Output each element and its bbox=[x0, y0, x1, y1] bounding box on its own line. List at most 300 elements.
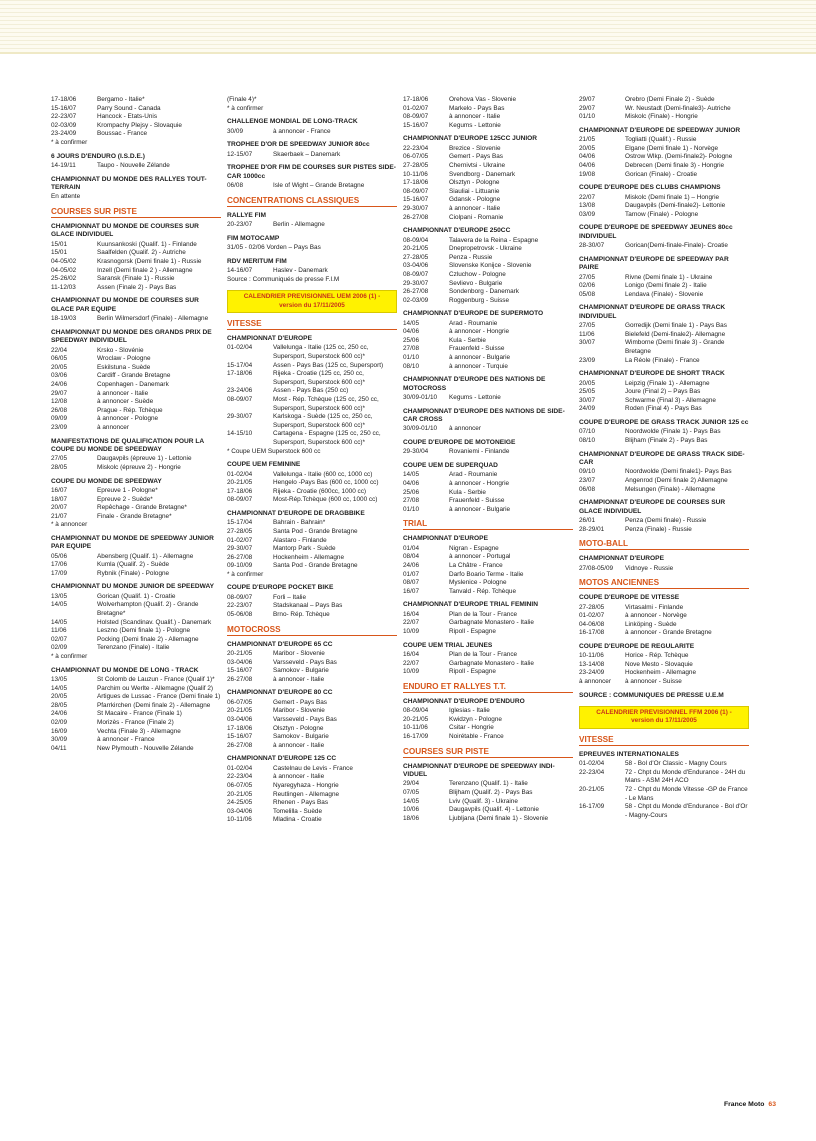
event-location: Maribor - Slovenie bbox=[273, 650, 325, 658]
event-row bbox=[403, 271, 573, 280]
event-location: Vallelunga - Italie (600 cc, 1000 cc) bbox=[273, 470, 373, 478]
event-date: 28/05 bbox=[51, 463, 67, 471]
event-row bbox=[579, 526, 749, 535]
event-date: 04-05/02 bbox=[51, 266, 77, 274]
event-location: Parchim ou Werlte - Allemagne (Qualif 2) bbox=[97, 684, 214, 692]
event-location: Noordwolde (Demi finale1)- Pays Bas bbox=[625, 468, 732, 476]
calendar-banner-text: CALENDRIER PREVISIONNEL FFM 2006 (1) - version du 17/11/2005 bbox=[579, 706, 749, 729]
event-location: Noirétable - France bbox=[449, 732, 504, 740]
event-row bbox=[51, 258, 221, 267]
event-heading: EPREUVES INTERNATIONALES bbox=[579, 750, 679, 758]
event-date: 10/06 bbox=[403, 806, 419, 814]
event-row bbox=[227, 725, 397, 734]
event-location: Miskolc (Demi finale 1) – Hongrie bbox=[625, 193, 720, 201]
event-date: 16-17/09 bbox=[579, 803, 605, 811]
event-date: 27/05 bbox=[51, 455, 67, 463]
event-location: Mladina - Croatie bbox=[273, 816, 322, 824]
event-row bbox=[227, 362, 397, 371]
event-date: 05/06 bbox=[51, 552, 67, 560]
event-date: 22/07 bbox=[579, 193, 595, 201]
event-location: Daugavpils (épreuve 1) - Lettonie bbox=[97, 455, 192, 463]
event-location: Repêchage - Grande Bretagne* bbox=[97, 504, 187, 512]
event-location: Cartagena - Espagne (125 cc, 250 cc, Supersport, Superstock 600 cc)* bbox=[273, 430, 381, 446]
event-location: Ripoll - Espagne bbox=[449, 628, 496, 635]
event-location: Santa Pod - Grande Bretagne bbox=[273, 562, 358, 570]
event-date: 01/04 bbox=[403, 544, 419, 552]
event-row bbox=[403, 789, 573, 798]
event-heading: RDV MERITUM FIM bbox=[227, 257, 287, 265]
event-date: 30/09-01/10 bbox=[403, 425, 438, 433]
note-text: 31/05 - 02/06 Vorden – Pays Bas bbox=[227, 244, 321, 251]
event-date: 26-27/08 bbox=[227, 741, 253, 749]
event-heading: CHAMPIONNAT D'EUROPE DE DRAGBBIKE bbox=[227, 509, 365, 517]
event-location: Daugavpils (Demi-finale2)- Lettonie bbox=[625, 202, 726, 210]
event-date: 06/05 bbox=[51, 355, 67, 363]
event-row bbox=[51, 249, 221, 258]
event-row bbox=[403, 733, 573, 742]
event-location: Holsted (Scandinav. Qualif.) - Danemark bbox=[97, 618, 212, 626]
event-date: 23-24/06 bbox=[227, 387, 253, 395]
event-location: Tomelilla - Suède bbox=[273, 807, 323, 815]
event-date: 17-18/06 bbox=[227, 487, 253, 495]
event-location: Vidnoye - Russie bbox=[625, 564, 674, 572]
event-row bbox=[579, 322, 749, 331]
event-date: 29-30/07 bbox=[403, 204, 429, 212]
event-location: Slovenske Konijce - Slovenie bbox=[449, 262, 532, 270]
event-date: 11-12/03 bbox=[51, 283, 76, 291]
event-row bbox=[51, 553, 221, 562]
event-location: Taupo - Nouvelle Zélande bbox=[97, 161, 170, 169]
section-heading: ENDURO ET RALLYES T.T. bbox=[403, 682, 573, 693]
event-location: Rijeka - Croatie (600cc, 1000 cc) bbox=[273, 487, 367, 495]
event-location: Joure (Final 2) – Pays Bas bbox=[625, 388, 701, 396]
event-row bbox=[403, 628, 573, 637]
event-row bbox=[51, 315, 221, 324]
event-location: Virtasalmi - Finlande bbox=[625, 603, 684, 611]
event-heading: CHAMPIONNAT D'EUROPE DE GRASS TRACK INDIVIDUEL bbox=[579, 304, 726, 320]
event-heading: CHAMPIONNAT D'EUROPE DE COURSES SUR GLACE INDIVIDUEL bbox=[579, 499, 726, 515]
event-row bbox=[227, 488, 397, 497]
event-row bbox=[403, 297, 573, 306]
event-row bbox=[51, 745, 221, 754]
event-row bbox=[403, 328, 573, 337]
event-location: Gorican (Finale) - Croatie bbox=[625, 170, 698, 178]
event-row bbox=[227, 650, 397, 659]
event-row bbox=[227, 659, 397, 668]
event-date: 25/05 bbox=[579, 388, 595, 396]
event-location: Horice - Rép. Tchèque bbox=[625, 652, 689, 660]
event-location: Abensberg (Qualif. 1) - Allemagne bbox=[97, 552, 194, 560]
event-date: 20-21/05 bbox=[403, 245, 429, 253]
event-date: 28-29/01 bbox=[579, 525, 605, 533]
event-row bbox=[227, 221, 397, 230]
event-date: 03/09 bbox=[579, 210, 595, 218]
event-date: 17-18/06 bbox=[227, 724, 253, 732]
event-row bbox=[227, 413, 397, 430]
event-heading: CHAMPIONNAT D'EUROPE 65 CC bbox=[227, 640, 333, 648]
event-location: Berlin - Allemagne bbox=[273, 221, 325, 228]
event-row bbox=[227, 519, 397, 528]
event-row bbox=[579, 652, 749, 661]
event-date: 03-04/06 bbox=[403, 262, 429, 270]
event-date: 11/06 bbox=[579, 330, 595, 338]
event-date: 20-21/05 bbox=[227, 479, 253, 487]
event-location: Rovaniemi - Finlande bbox=[449, 448, 510, 456]
event-row bbox=[227, 791, 397, 800]
event-heading: CHAMPIONNAT D'EUROPE D'ENDURO bbox=[403, 697, 525, 705]
event-date: 22/04 bbox=[51, 346, 67, 354]
event-date: 28-30/07 bbox=[579, 242, 605, 250]
event-location: Gorican(Demi-finale-Finale)- Croatie bbox=[625, 242, 728, 250]
event-row bbox=[403, 815, 573, 824]
event-date: 20-21/05 bbox=[227, 650, 253, 658]
event-row bbox=[51, 627, 221, 636]
event-heading: CHAMPIONNAT D'EUROPE DE SPEEDWAY INDI-VIDUEL bbox=[403, 762, 555, 778]
event-date: 22-23/07 bbox=[227, 602, 253, 610]
event-row bbox=[227, 699, 397, 708]
event-date: 09/09 bbox=[51, 415, 67, 423]
event-row bbox=[51, 685, 221, 694]
event-row bbox=[579, 357, 749, 366]
event-location: Blijham (Finale 2) - Pays Bas bbox=[625, 436, 708, 444]
event-row bbox=[579, 517, 749, 526]
event-row bbox=[403, 668, 573, 677]
event-row bbox=[227, 182, 397, 191]
event-date: 29-30/07 bbox=[227, 413, 253, 421]
event-row bbox=[579, 388, 749, 397]
event-row bbox=[403, 553, 573, 562]
event-location: Miskolc (Finale) - Hongrie bbox=[625, 113, 698, 121]
section-heading: MOTOCROSS bbox=[227, 625, 397, 636]
event-location: Ljubljana (Demi finale 1) - Slovenie bbox=[449, 814, 549, 822]
event-location: Myslenice - Pologne bbox=[449, 579, 507, 587]
event-location: Copenhagen - Danemark bbox=[97, 380, 169, 388]
event-row bbox=[403, 214, 573, 223]
event-location: Berlin Wilmersdorf (Finale) - Allemagne bbox=[97, 315, 209, 323]
event-date: 26-27/08 bbox=[227, 553, 253, 561]
event-row bbox=[403, 448, 573, 457]
event-date: 20/07 bbox=[51, 504, 67, 512]
note-text: * à confirmer bbox=[227, 104, 264, 112]
event-date: 08/10 bbox=[403, 362, 419, 370]
event-row bbox=[51, 464, 221, 473]
event-location: Rybnik (Finale) - Pologne bbox=[97, 569, 170, 577]
event-location: Rijeka - Croatie (125 cc, 250 cc, Supersport, Superstock 600 cc)* bbox=[273, 370, 365, 386]
event-location: Bergamo - Italie* bbox=[97, 96, 145, 103]
section-heading: VITESSE bbox=[227, 319, 397, 330]
event-row bbox=[227, 396, 397, 413]
event-date: 13/05 bbox=[51, 676, 67, 684]
event-location: Santa Pod - Grande Bretagne bbox=[273, 527, 358, 535]
section-heading: COURSES SUR PISTE bbox=[403, 747, 573, 758]
event-location: Svendborg - Danemark bbox=[449, 170, 516, 178]
event-location: à annoncer - Bulgarie bbox=[449, 505, 511, 513]
event-row bbox=[403, 122, 573, 131]
event-location: Kula - Serbie bbox=[449, 488, 486, 496]
event-row bbox=[51, 284, 221, 293]
event-location: Saalfelden (Qualif. 2) - Autriche bbox=[97, 249, 186, 257]
event-date: 20-21/05 bbox=[403, 715, 429, 723]
event-location: à annoncer - Italie bbox=[449, 113, 501, 121]
event-date: 04-06/08 bbox=[579, 620, 605, 628]
event-date: à annoncer bbox=[579, 678, 611, 686]
event-location: Bahrain - Bahrain* bbox=[273, 519, 326, 527]
event-row bbox=[403, 205, 573, 214]
event-row bbox=[51, 267, 221, 276]
event-date: 26/01 bbox=[579, 516, 595, 524]
event-date: 08/10 bbox=[579, 436, 595, 444]
event-heading: MANIFESTATIONS DE QUALIFICATION POUR LA COUPE DU MONDE DE SPEEDWAY bbox=[51, 437, 204, 453]
event-row bbox=[51, 676, 221, 685]
event-row bbox=[227, 602, 397, 611]
event-location: Epreuve 2 - Suède* bbox=[97, 495, 153, 503]
event-row bbox=[51, 710, 221, 719]
event-date: 19/08 bbox=[579, 170, 595, 178]
event-row bbox=[579, 621, 749, 630]
event-date: 27/05 bbox=[579, 273, 595, 281]
event-row bbox=[403, 171, 573, 180]
event-location: Miskolc (épreuve 2) - Hongrie bbox=[97, 463, 181, 471]
event-row bbox=[51, 644, 221, 653]
event-location: Frauenfeld - Suisse bbox=[449, 497, 505, 505]
event-date: 14/05 bbox=[403, 797, 419, 805]
calendar-banner bbox=[579, 706, 749, 729]
event-date: 12-15/07 bbox=[227, 150, 253, 158]
event-location: Haslev - Danemark bbox=[273, 267, 328, 274]
event-row bbox=[403, 196, 573, 205]
section-heading: COURSES SUR PISTE bbox=[51, 207, 221, 218]
event-heading: CHAMPIONNAT D'EUROPE 250CC bbox=[403, 227, 511, 235]
event-heading: CHAMPIONNAT DU MONDE DE COURSES SUR GLACE PAR EQUIPE bbox=[51, 297, 199, 313]
event-row bbox=[403, 588, 573, 597]
event-location: à annoncer - Portugal bbox=[449, 553, 511, 561]
event-heading: COUPE UEM FEMININE bbox=[227, 461, 301, 469]
event-date: 15-16/07 bbox=[227, 733, 253, 741]
event-row bbox=[403, 471, 573, 480]
event-location: Hengelo -Pays Bas (600 cc, 1000 cc) bbox=[273, 479, 379, 487]
event-date: 05/08 bbox=[579, 290, 595, 298]
event-location: Lonigo (Demi finale 2) - Italie bbox=[625, 282, 707, 290]
note-text: * Coupe UEM Superstock 600 cc bbox=[227, 447, 321, 455]
event-date: 25/06 bbox=[403, 336, 419, 344]
event-row bbox=[403, 145, 573, 154]
event-location: Kuunsankoski (Qualif. 1) - Finlande bbox=[97, 240, 197, 248]
event-location: Leipzig (Finale 1) - Allemagne bbox=[625, 379, 710, 387]
event-date: 02-03/09 bbox=[51, 121, 77, 129]
event-date: 26-27/08 bbox=[227, 675, 253, 683]
event-date: 22/07 bbox=[403, 619, 419, 627]
event-date: 03/06 bbox=[51, 372, 67, 380]
event-location: Kwidzyn - Pologne bbox=[449, 715, 502, 723]
event-location: Darfo Boario Terme - Italie bbox=[449, 570, 524, 578]
event-location: St Macaire - France (Finale 1) bbox=[97, 710, 182, 718]
event-location: 58 - Chpt du Monde d'Endurance - Bol d'Or - Magny-Cours bbox=[625, 803, 748, 819]
event-row bbox=[579, 211, 749, 220]
event-date: 18/06 bbox=[403, 814, 419, 822]
event-heading: TROPHEE D'OR DE SPEEDWAY JUNIOR 80cc bbox=[227, 141, 370, 149]
event-location: Varsseveld - Pays Bas bbox=[273, 658, 337, 666]
event-location: Frauenfeld - Suisse bbox=[449, 345, 505, 353]
event-heading: COUPE D'EUROPE DES CLUBS CHAMPIONS bbox=[579, 184, 721, 192]
event-heading: CHAMPIONNAT DU MONDE DE SPEEDWAY JUNIOR PAR EQUIPE bbox=[51, 534, 214, 551]
event-heading: TROPHEE D'OR FIM DE COURSES SUR PISTES SIDE-CAR 1000cc bbox=[227, 164, 396, 180]
event-row bbox=[579, 171, 749, 180]
event-location: Leszno (Demi finale 1) - Pologne bbox=[97, 627, 191, 635]
event-row bbox=[403, 262, 573, 271]
event-date: 10-11/06 bbox=[403, 170, 428, 178]
event-location: Sondenborg - Danemark bbox=[449, 288, 519, 296]
event-row bbox=[579, 769, 749, 786]
event-date: 06-07/05 bbox=[227, 782, 253, 789]
event-row bbox=[403, 579, 573, 588]
event-location: Csitar - Hongrie bbox=[449, 724, 494, 732]
event-location: à annoncer - Italie bbox=[273, 741, 325, 749]
event-heading: CHAMPIONNAT D'EUROPE DE GRASS TRACK SIDE-CAR bbox=[579, 450, 745, 466]
event-location: Pfarrkirchen (Demi finale 2) - Allemagne bbox=[97, 701, 211, 709]
section-heading: MOTO-BALL bbox=[579, 539, 749, 550]
event-date: 27/08 bbox=[403, 345, 419, 353]
event-location: à annoncer - Italie bbox=[97, 389, 149, 397]
event-date: 20/05 bbox=[579, 144, 595, 152]
event-row bbox=[403, 716, 573, 725]
event-location: Penza (Demi finale) - Russie bbox=[625, 516, 707, 524]
event-row bbox=[51, 347, 221, 356]
event-date: 18-19/03 bbox=[51, 315, 77, 323]
event-row bbox=[579, 194, 749, 203]
event-heading: 6 JOURS D'ENDURO (I.S.D.E.) bbox=[51, 152, 145, 160]
event-date: 25-26/02 bbox=[51, 275, 77, 283]
event-date: 17/06 bbox=[51, 561, 67, 569]
event-date: 30/09 bbox=[51, 736, 67, 744]
note-text: (Finale 4)* bbox=[227, 96, 257, 103]
event-row bbox=[51, 96, 221, 105]
event-date: 29/04 bbox=[403, 780, 419, 788]
event-date: 07/05 bbox=[403, 788, 419, 796]
event-date: 14-16/07 bbox=[227, 267, 253, 274]
event-row bbox=[579, 428, 749, 437]
event-row bbox=[51, 593, 221, 602]
event-location: à annoncer - Norvège bbox=[625, 612, 687, 620]
event-row bbox=[51, 702, 221, 711]
event-location: Parry Sound - Canada bbox=[97, 104, 161, 112]
event-row bbox=[51, 424, 221, 433]
event-row bbox=[579, 282, 749, 291]
event-row bbox=[51, 736, 221, 745]
event-location: Epreuve 1 - Pologne* bbox=[97, 486, 158, 494]
section-heading: MOTOS ANCIENNES bbox=[579, 578, 749, 589]
event-row bbox=[579, 113, 749, 122]
event-location: à annoncer - Bulgarie bbox=[449, 354, 511, 362]
event-row bbox=[579, 786, 749, 803]
event-date: 27-28/05 bbox=[403, 253, 429, 261]
event-date: 01-02/04 bbox=[227, 470, 253, 478]
event-date: 04/06 bbox=[579, 153, 595, 161]
event-date: 02-03/09 bbox=[403, 296, 429, 304]
event-date: 30/07 bbox=[579, 339, 595, 347]
event-location: Noordwolde (Finale 1) - Pays Bas bbox=[625, 428, 721, 436]
event-location: Cardiff - Grande Bretagne bbox=[97, 372, 171, 380]
event-date: 15-17/04 bbox=[227, 519, 253, 527]
event-date: 15-16/07 bbox=[227, 667, 253, 675]
event-date: 01-02/07 bbox=[227, 536, 253, 544]
section-heading: TRIAL bbox=[403, 519, 573, 530]
event-location: à annoncer - Hongrie bbox=[449, 480, 510, 488]
event-row bbox=[403, 780, 573, 789]
event-date: 14-19/11 bbox=[51, 161, 76, 169]
event-date: 14/05 bbox=[51, 618, 67, 626]
event-date: 01-02/07 bbox=[579, 612, 605, 620]
event-heading: CHAMPIONNAT DU MONDE DE COURSES SUR GLACE INDIVIDUEL bbox=[51, 222, 199, 239]
event-heading: CHAMPIONNAT D'EUROPE 125 CC bbox=[227, 755, 337, 763]
event-date: 15-16/07 bbox=[403, 196, 429, 204]
note-text: Source : Communiqués de presse F.I.M bbox=[227, 275, 340, 283]
event-row bbox=[227, 151, 397, 160]
event-row bbox=[227, 430, 397, 447]
event-date: 10-11/06 bbox=[227, 816, 252, 824]
event-location: New Plymouth - Nouvelle Zélande bbox=[97, 744, 194, 752]
event-location: Garbagnate Monastero - Italie bbox=[449, 619, 534, 627]
event-date: 10/09 bbox=[403, 628, 419, 635]
event-row bbox=[403, 113, 573, 122]
event-row bbox=[227, 773, 397, 782]
event-date: 06-07/05 bbox=[227, 698, 253, 706]
event-row bbox=[227, 554, 397, 563]
event-location: Rhenen - Pays Bas bbox=[273, 799, 329, 807]
event-date: 30/09-01/10 bbox=[403, 394, 438, 402]
event-location: Finale - Grande Bretagne* bbox=[97, 512, 172, 520]
event-heading: CHAMPIONNAT D'EUROPE bbox=[579, 555, 664, 563]
event-date: 18/07 bbox=[51, 495, 67, 503]
event-location: Reutlingen - Allemagne bbox=[273, 790, 340, 798]
event-location: Kumla (Qualif. 2) - Suède bbox=[97, 561, 170, 569]
event-date: 27-28/05 bbox=[403, 161, 429, 169]
event-row bbox=[51, 398, 221, 407]
event-location: Pocking (Demi finale 2) - Allemagne bbox=[97, 635, 199, 643]
event-location: La Réole (Finale) - France bbox=[625, 356, 700, 364]
event-location: Roden (Final 4) - Pays Bas bbox=[625, 405, 702, 413]
event-date: 16/07 bbox=[51, 486, 67, 494]
event-date: 08-09/04 bbox=[403, 707, 429, 715]
event-row bbox=[403, 660, 573, 669]
event-heading: CHALLENGE MONDIAL DE LONG-TRACK bbox=[227, 118, 358, 126]
event-heading: COUPE D'EUROPE DE REGULARITE bbox=[579, 642, 695, 650]
event-date: 20/05 bbox=[51, 693, 67, 701]
event-date: 27-28/05 bbox=[227, 527, 253, 535]
event-location: Kula - Serbie bbox=[449, 336, 486, 344]
event-row bbox=[403, 237, 573, 246]
event-row bbox=[579, 145, 749, 154]
event-row bbox=[51, 105, 221, 114]
event-date: 20-21/05 bbox=[227, 790, 253, 798]
event-date: 22-23/04 bbox=[579, 768, 605, 776]
event-date: 08-09/07 bbox=[227, 593, 253, 601]
event-row bbox=[51, 122, 221, 131]
event-location: Hockenheim - Allemagne bbox=[273, 553, 345, 561]
event-location: Maribor - Slovenie bbox=[273, 707, 325, 715]
event-location: Hancock - Etats-Unis bbox=[97, 113, 158, 121]
event-location: Bielefeld (Demi-finale2)- Allemagne bbox=[625, 330, 726, 338]
event-location: La Châtre - France bbox=[449, 562, 503, 570]
event-location: Most-Rép.Tchèque (600 cc, 1000 cc) bbox=[273, 496, 378, 504]
event-date: 20-21/05 bbox=[227, 707, 253, 715]
event-location: Nigran - Espagne bbox=[449, 544, 499, 552]
event-location: Kegums - Lettonie bbox=[449, 121, 501, 129]
event-location: Prague - Rép. Tchèque bbox=[97, 406, 163, 414]
event-date: 02/06 bbox=[579, 282, 595, 290]
event-row bbox=[227, 370, 397, 387]
event-location: Nove Mesto - Slovaquie bbox=[625, 660, 693, 668]
event-date: 24/06 bbox=[403, 562, 419, 570]
